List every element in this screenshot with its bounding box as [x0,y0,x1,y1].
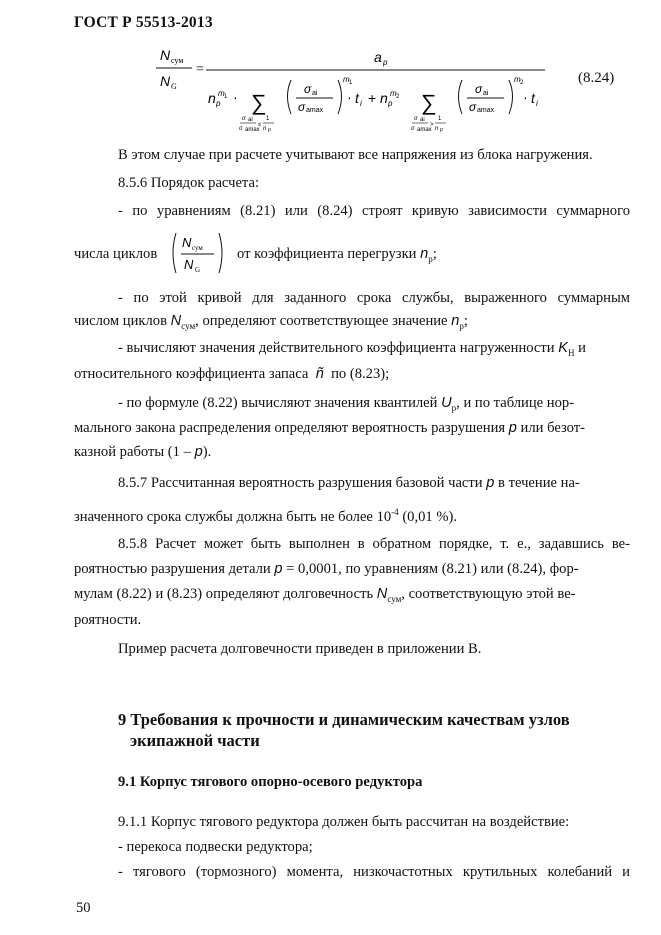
formula-number: (8.24) [578,70,615,86]
svg-text:p: p [216,99,221,108]
list-item: - тягового (тормозного) момента, низкочастотных крутильных колебаний и [118,864,630,880]
clause-8-5-8: 8.5.8 Расчет может быть выполнен в обратном порядке, т. е., задавшись ве- [118,536,630,552]
svg-text:·: · [347,89,352,105]
svg-text:сум: сум [171,56,184,65]
paragraph-line-fraction: числа циклов [74,246,158,262]
sum-2-limits [411,116,446,133]
rhs-numerator: a [374,49,382,65]
svg-text:ai: ai [248,117,253,123]
svg-text:G: G [195,266,201,274]
svg-text:σ: σ [411,126,415,132]
svg-text:n: n [263,126,267,132]
paragraph-line: числом циклов $N_{сум}$, определяют соответствующее значение $n_p$; [74,313,468,331]
svg-text:n: n [380,90,388,106]
rhs-denominator [208,75,538,133]
paragraph-line: роятностью разрушения детали p = 0,0001, по уравнениям (8.21) или (8.24), фор- [74,561,579,577]
subsection-9-1-title: 9.1 Корпус тягового опорно-осевого редуктора [118,774,423,790]
section-9-title: 9 Требования к прочности и динамическим качествам узлов [118,710,570,729]
svg-text:n: n [208,90,216,106]
paragraph-line: - по формуле (8.22) вычисляют значения квантилей $U_p$, и по таблице нор- [118,395,575,413]
svg-text:t: t [531,90,535,106]
svg-text:p: p [440,127,443,133]
svg-text:i: i [536,99,538,108]
svg-text:+: + [368,90,377,106]
paragraph-line: казной работы (1 – p). [74,444,212,460]
svg-text:≤: ≤ [258,122,262,128]
svg-text:m: m [514,75,521,84]
lhs-denominator: N [160,73,171,89]
svg-text:m: m [390,89,397,98]
svg-text:1: 1 [349,80,353,86]
svg-text:1: 1 [438,116,442,122]
svg-text:p: p [268,127,271,133]
paragraph-line-fraction-tail: от коэффициента перегрузки $n_p$; [237,246,437,264]
svg-text:=: = [196,62,204,77]
paragraph-line: мального закона распределения определяют вероятность разрушения p или безот- [74,420,585,436]
lhs-numerator: N [160,47,171,63]
svg-text:·: · [233,89,238,105]
paragraph-line: - по уравнениям (8.21) или (8.24) строят кривую зависимости суммарного [118,203,630,219]
clause-8-5-6: 8.5.6 Порядок расчета: [118,175,260,191]
sum-symbol-2: ∑ [421,90,437,115]
svg-text:i: i [360,99,362,108]
paragraph-line: мулам (8.22) и (8.23) определяют долговечность $N_{сум}$, соответствующую этой ве- [74,586,576,604]
svg-text:n: n [435,126,439,132]
svg-text:σ: σ [475,82,483,96]
paragraph-line: относительного коэффициента запаса ñ по (8.23); [74,366,390,382]
svg-text:2: 2 [396,94,400,100]
paragraph-line: Пример расчета долговечности приведен в приложении В. [118,641,482,657]
svg-text:σ: σ [304,82,312,96]
list-item: - перекоса подвески редуктора; [118,839,313,855]
svg-text:>: > [430,122,434,128]
svg-text:сум: сум [192,244,203,252]
sum-symbol-1: ∑ [251,90,267,115]
paragraph-line: роятности. [74,612,142,628]
paragraph-line: В этом случае при расчете учитывают все напряжения из блока нагружения. [118,147,593,163]
svg-text:m: m [343,75,350,84]
svg-text:1: 1 [266,116,270,122]
svg-text:amax: amax [306,107,324,114]
document-header: ГОСТ Р 55513-2013 [74,14,213,31]
formula-8-24 [150,40,570,140]
svg-text:t: t [355,90,359,106]
page-number: 50 [76,900,91,916]
svg-text:amax: amax [477,107,495,114]
svg-text:p: p [388,99,393,108]
lhs-fraction [156,47,192,91]
paragraph-line: - вычисляют значения действительного коэффициента нагруженности $K_Н$ и [118,340,586,358]
paragraph-line: - по этой кривой для заданного срока службы, выраженного суммарным [118,290,630,306]
svg-text:ai: ai [483,90,489,97]
clause-9-1-1: 9.1.1 Корпус тягового редуктора должен быть рассчитан на воздействие: [118,814,570,830]
inline-fraction-n-ratio [170,230,230,276]
svg-text:p: p [383,58,388,67]
svg-text:σ: σ [242,116,246,122]
svg-text:σ: σ [414,116,418,122]
svg-text:·: · [523,89,528,105]
svg-text:m: m [218,89,225,98]
svg-text:σ: σ [469,100,477,114]
svg-text:σ: σ [298,100,306,114]
svg-text:N: N [182,235,192,250]
sum-1-limits [239,116,274,133]
svg-text:ai: ai [312,90,318,97]
svg-text:G: G [171,82,177,91]
svg-text:ai: ai [420,117,425,123]
svg-text:N: N [184,257,194,272]
svg-text:amax: amax [245,127,260,133]
section-9-title-cont: экипажной части [130,731,260,750]
paragraph-line: значенного срока службы должна быть не более $10^{-4}$ (0,01 %). [74,507,458,525]
svg-text:σ: σ [239,126,243,132]
clause-8-5-7: 8.5.7 Рассчитанная вероятность разрушения базовой части p в течение на- [118,475,580,491]
svg-text:1: 1 [224,94,228,100]
svg-text:2: 2 [520,80,524,86]
svg-text:amax: amax [417,127,432,133]
